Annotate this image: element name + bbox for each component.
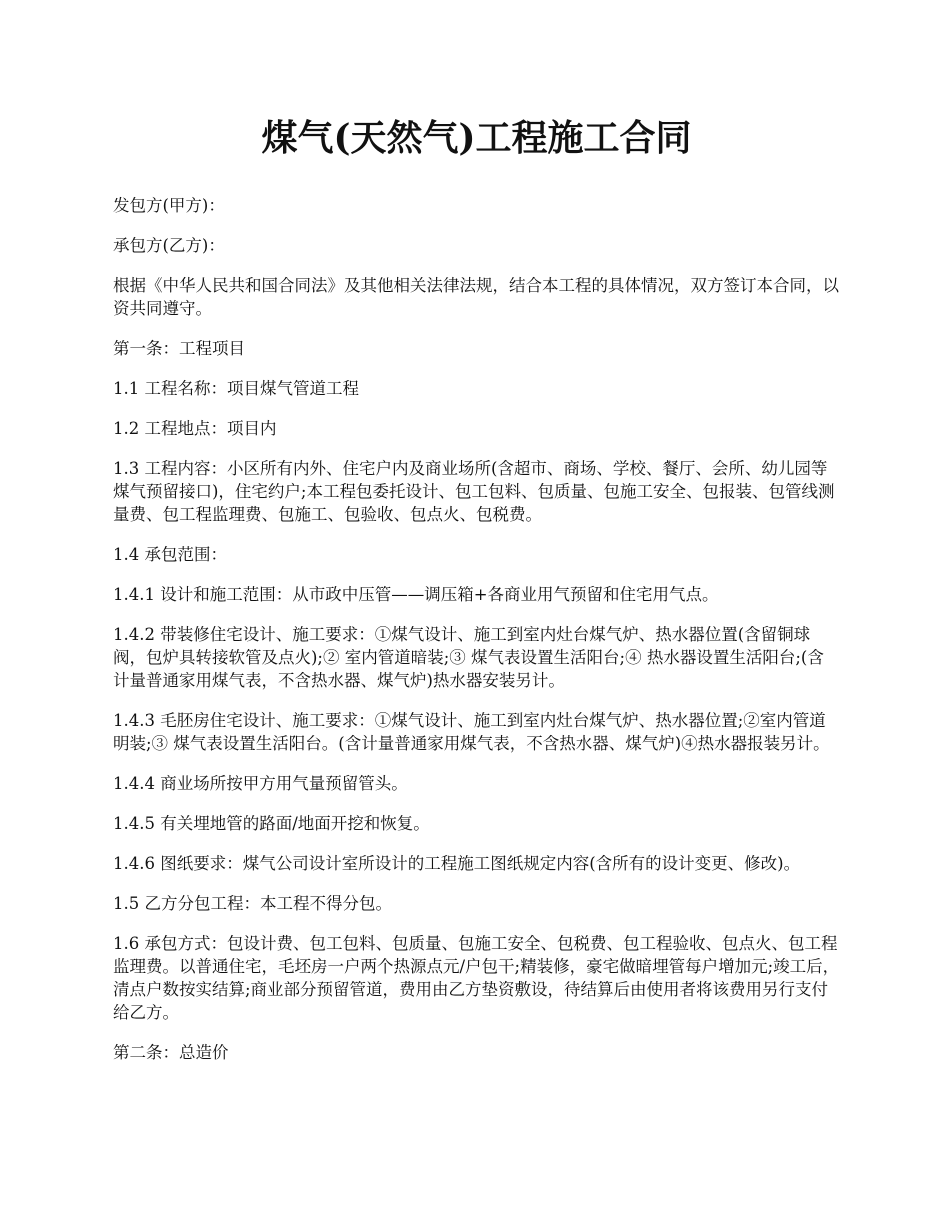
clause-1-4-3: 1.4.3 毛胚房住宅设计、施工要求：①煤气设计、施工到室内灶台煤气炉、热水器位置;②室内管道明装;③ 煤气表设置生活阳台。(含计量普通家用煤气表，不含热水器、煤气炉)④热水器报装另计。 — [113, 711, 830, 753]
clause-1-1: 1.1 工程名称：项目煤气管道工程 — [113, 379, 359, 398]
clause-1-4: 1.4 承包范围： — [113, 545, 227, 564]
clause-1-4-2: 1.4.2 带装修住宅设计、施工要求：①煤气设计、施工到室内灶台煤气炉、热水器位置(含留铜球阀，包炉具转接软管及点火);② 室内管道暗装;③ 煤气表设置生活阳台;④ 热水器设置生活阳台;(含计量普通家用煤气表，不含热水器、煤气炉)热水器安装另计。 — [113, 625, 824, 690]
party-a-line: 发包方(甲方)： — [113, 196, 225, 215]
document-title: 煤气(天然气)工程施工合同 — [261, 117, 692, 159]
clause-1-6: 1.6 承包方式：包设计费、包工包料、包质量、包施工安全、包税费、包工程验收、包点火、包工程监理费。以普通住宅，毛坯房一户两个热源点元/户包干;精装修，豪宅做暗埋管每户增加元;竣工后，清点户数按实结算;商业部分预留管道，费用由乙方垫资敷设，待结算后由使用者将该费用另行支付给乙方。 — [113, 934, 840, 1022]
clause-1-5: 1.5 乙方分包工程：本工程不得分包。 — [113, 894, 392, 913]
preamble-paragraph: 根据《中华人民共和国合同法》及其他相关法律法规，结合本工程的具体情况，双方签订本合同，以资共同遵守。 — [113, 276, 839, 318]
clause-1-4-1: 1.4.1 设计和施工范围：从市政中压管——调压箱+各商业用气预留和住宅用气点。 — [113, 585, 719, 604]
party-b-line: 承包方(乙方)： — [113, 236, 225, 255]
clause-1-3: 1.3 工程内容：小区所有内外、住宅户内及商业场所(含超市、商场、学校、餐厅、会所、幼儿园等煤气预留接口)，住宅约户;本工程包委托设计、包工包料、包质量、包施工安全、包报装、包管线测量费、包工程监理费、包施工、包验收、包点火、包税费。 — [113, 459, 835, 524]
clause-1-2: 1.2 工程地点：项目内 — [113, 419, 277, 438]
clause-1-4-5: 1.4.5 有关埋地管的路面/地面开挖和恢复。 — [113, 814, 430, 833]
clause-1-4-4: 1.4.4 商业场所按甲方用气量预留管头。 — [113, 774, 408, 793]
article-2-heading: 第二条：总造价 — [113, 1043, 229, 1062]
article-1-heading: 第一条：工程项目 — [113, 339, 245, 358]
clause-1-4-6: 1.4.6 图纸要求：煤气公司设计室所设计的工程施工图纸规定内容(含所有的设计变更、修改)。 — [113, 854, 801, 873]
